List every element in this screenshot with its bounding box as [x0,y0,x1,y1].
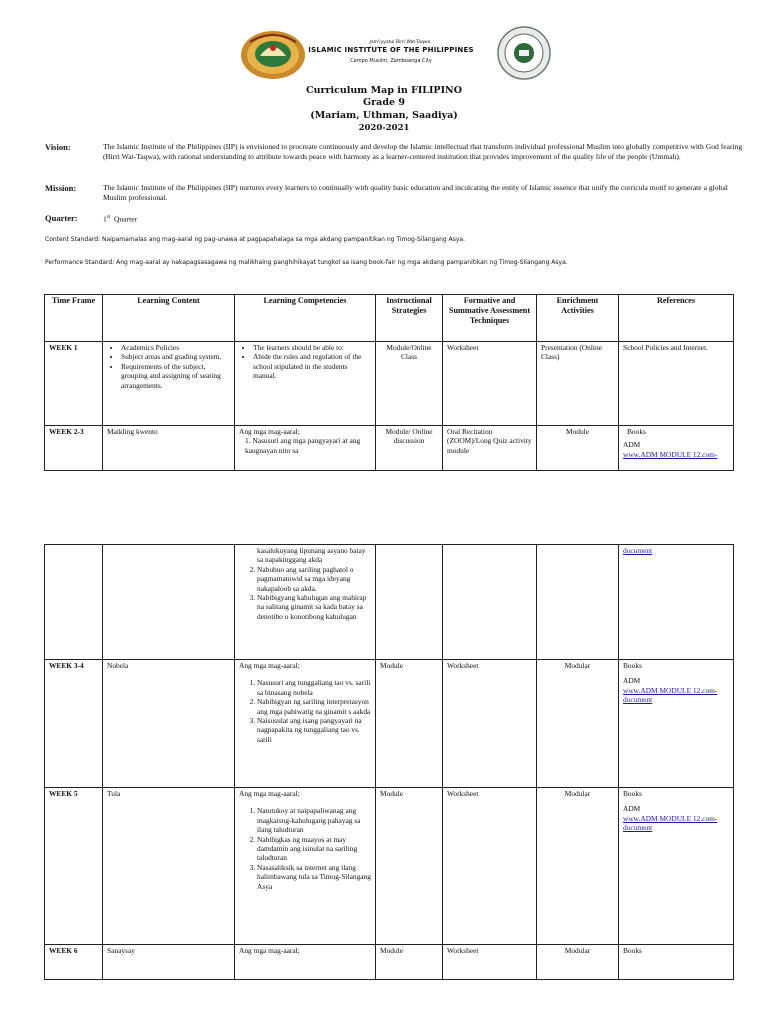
institute-logo [240,30,306,80]
col-header-time: Time Frame [45,295,103,342]
doc-title: Curriculum Map in FILIPINO [306,85,462,96]
content-cell [103,342,235,426]
references-cell: School Policies and Internet. [619,342,734,426]
col-header-assessment: Formative and Summative Assessment Techniques [443,295,537,342]
week-cell: WEEK 2-3 [45,426,103,471]
table-row [45,945,734,980]
strategy-cell: Module/Online Class [376,342,443,426]
competency-cell: Ang mga mag-aaral; 1. Nasusuri ang mga pangyayari at ang kaugnayan nito sa [235,426,376,471]
curriculum-table-2 [44,544,734,980]
col-header-references: References [619,295,734,342]
list-item: 2. Nabibigkas ng maayos at may damdamin ang isinulat na sariling taludturan [257,835,371,863]
doc-sections: (Mariam, Uthman, Saadiya) [310,110,458,121]
list-item: 1. Natutukoy at naipapaliwanag ang magkaisng-kahulugang pahayag sa ilang taludturan [257,806,371,834]
institution-location: Campo Muslim, Zamboanga City [350,58,432,64]
list-item: 3. Nabibigyang kahulugan ang mahirap na salitang ginamit sa kada batay sa denotibo o konotibong kahulugan [257,593,371,621]
header-small-text: Jam'iyyatul Birri Wat-Taqwa [369,40,431,45]
table-header-row [45,295,734,342]
competency-cell: Ang mga mag-aaral; [235,945,376,980]
references-cell: Books ADM www.ADM MODULE 12.com-document [619,788,734,945]
vision-label: Vision: [45,142,71,152]
quarter-label: Quarter: [45,213,78,223]
table-row [45,342,734,426]
list-item: • Academics Policies [121,343,230,352]
competency-cell: kasalukuyang lipunang asyano batay sa napakinggang akda 2. Nabubuo ang sariling paghatol o pagmamatuwid sa mga ideyang nakapaloob sa akda. 3. Nabibigyang kahulugan ang mahirap na salitang ginamit sa kada batay sa denotibo o konotibong kahulugan [235,545,376,660]
table-row [45,426,734,471]
enrichment-cell: Presentation (Online Class) [537,342,619,426]
enrichment-cell: Module [537,426,619,471]
references-cell: Books ADM www.ADM MODULE 12.com-document [619,660,734,788]
strategy-cell: Module/ Online discussion [376,426,443,471]
col-header-strategies: Instructional Strategies [376,295,443,342]
content-cell: Maikling kwento [103,426,235,471]
strategy-cell: Module [376,945,443,980]
list-item: 3. Nasasaliksik sa internet ang ilang halimbawang tula sa Timog-Silangang Asya [257,863,371,891]
list-item: • Subject areas and grading system. [121,352,230,361]
week-cell: WEEK 1 [45,342,103,426]
vision-text: The Islamic Institute of the Philippines (IIP) is envisioned to procreate continuously and develop the Islamic intellectual that transform individual professional Muslim into globally competitive with God fearing (Birri Wat-Taqwa), with rational understanding to attribute towards peace with harmony as a learner-centered institution that provides improvement of the quality life of the people (Ummah). [103,142,743,162]
week-cell: WEEK 6 [45,945,103,980]
enrichment-cell: Modular [537,660,619,788]
assessment-cell: Worksheet [443,788,537,945]
competency-cell: Ang mga mag-aaral; 1. Natutukoy at naipapaliwanag ang magkaisng-kahulugang pahayag sa ilang taludturan 2. Nabibigkas ng maayos at may damdamin ang isinulat na sariling taludturan 3. Nasasaliksik sa internet ang ilang halimbawang tula sa Timog-Silangang Asya [235,788,376,945]
performance-standard: Performance Standard: Ang mag-aaral ay nakapagsasagawa ng malikhaing panghihikayat tungkol sa isang book-fair ng mga akdang pampanitikan ng Timog-Silangang Asya. [45,259,568,266]
doc-year: 2020-2021 [358,123,410,133]
adm-module-link[interactable]: www.ADM MODULE 12.com-document [623,813,718,833]
content-standard: Content Standard: Naipamamalas ang mag-aaral ng pag-unawa at pagpapahalaga sa mga akdang pampanitikan ng Timog-Silangang Asya. [45,236,465,243]
table-row [45,660,734,788]
list-item: 1. Nasusuri ang tunggaliang tao vs. sarili sa binasang nobela [257,678,371,697]
table-row [45,545,734,660]
doc-grade: Grade 9 [363,97,405,108]
content-cell: Tula [103,788,235,945]
enrichment-cell: Modular [537,788,619,945]
mission-label: Mission: [45,183,77,193]
references-cell [619,545,734,660]
assessment-cell: Oral Recitation (ZOOM)/Long Quiz activity module [443,426,537,471]
list-item: 3. Naisusulat ang isang pangyayari na nagpapakita ng tunggaliang tao vs. sarili [257,716,371,744]
week-cell: WEEK 5 [45,788,103,945]
curriculum-table-1 [44,294,734,471]
references-cell: Books [619,945,734,980]
strategy-cell: Module [376,788,443,945]
list-item: • Abide the rules and regulation of the school stipulated in the students manual. [253,352,371,380]
content-cell: Sanaysay [103,945,235,980]
competency-cell: Ang mga mag-aaral; 1. Nasusuri ang tunggaliang tao vs. sarili sa binasang nobela 2. Nabibigyan ng sariling interpretasyon ang mga pahiwatig na ginamit s aakda 3. Naisusulat ang isang pangyayari na nagpapakita ng tunggaliang tao vs. sarili [235,660,376,788]
competency-cell [235,342,376,426]
col-header-enrichment: Enrichment Activities [537,295,619,342]
enrichment-cell: Modular [537,945,619,980]
week-cell: WEEK 3-4 [45,660,103,788]
list-item: 2. Nabubuo ang sariling paghatol o pagmamatuwid sa mga ideyang nakapaloob sa akda. [257,565,371,593]
table-row [45,788,734,945]
content-cell: Nobela [103,660,235,788]
assessment-cell: Worksheet [443,660,537,788]
adm-module-link[interactable]: document [623,546,653,555]
col-header-competencies: Learning Competencies [235,295,376,342]
school-seal [497,26,551,80]
assessment-cell: Worksheet [443,945,537,980]
list-item: • The learners should be able to: [253,343,371,352]
strategy-cell: Module [376,660,443,788]
adm-module-link[interactable]: www.ADM MODULE 12.com- [623,449,718,459]
adm-module-link[interactable]: www.ADM MODULE 12.com-document [623,685,718,705]
institution-name: ISLAMIC INSTITUTE OF THE PHILIPPINES [308,46,474,54]
col-header-content: Learning Content [103,295,235,342]
mission-text: The Islamic Institute of the Philippines (IIP) nurtures every learners to continually with quality basic education and inculcating the entity of Islamic essence that unify the curricula motif to generate a global Muslim professional. [103,183,728,203]
quarter-value: 1st Quarter [103,214,138,224]
assessment-cell: Worksheet [443,342,537,426]
references-cell: Books ADM www.ADM MODULE 12.com- [619,426,734,471]
list-item: 2. Nabibigyan ng sariling interpretasyon ang mga pahiwatig na ginamit s aakda [257,697,371,716]
list-item: • Requirements of the subject, grouping and assigning of seating arrangements. [121,362,230,390]
